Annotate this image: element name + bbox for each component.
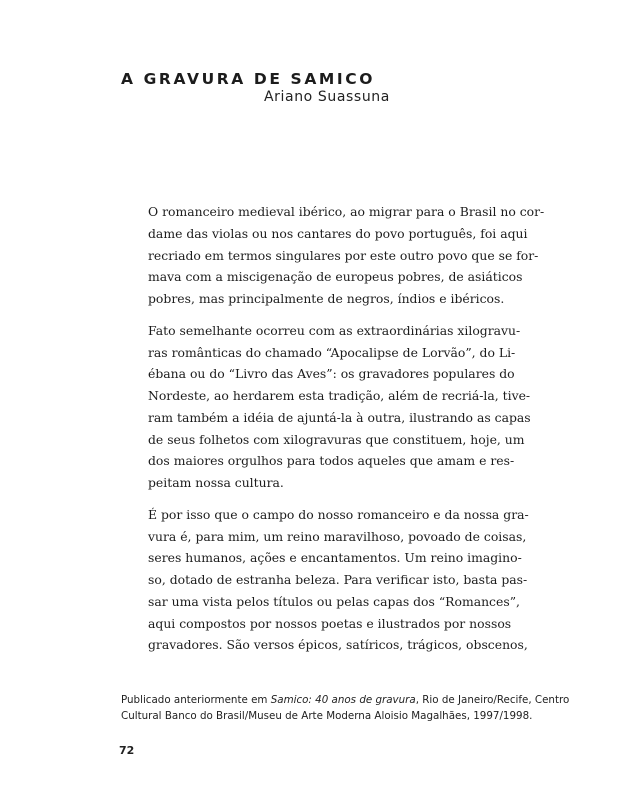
text-line: aqui compostos por nossos poetas e ilustrados por nossos	[148, 615, 512, 631]
paragraph-1	[148, 201, 545, 310]
text-line: Nordeste, ao herdarem esta tradição, além de recriá-la, tive-	[148, 388, 531, 403]
text-line: mava com a miscigenação de europeus pobres, de asiáticos	[148, 269, 523, 285]
text-line: gravadores. São versos épicos, satíricos, trágicos, obscenos,	[148, 637, 528, 653]
text-line: ras românticas do chamado “Apocalipse de Lorvão”, do Li-	[148, 344, 516, 360]
text-line: peitam nossa cultura.	[148, 475, 284, 490]
text-line: vura é, para mim, um reino maravilhoso, povoado de coisas,	[148, 528, 527, 544]
text-line: Fato semelhante ocorreu com as extraordinárias xilogravu-	[148, 322, 521, 338]
text-line: sar uma vista pelos títulos ou pelas capas dos “Romances”,	[148, 593, 520, 609]
book-title-italic: Samico: 40 anos de gravura	[270, 694, 416, 706]
body-text	[148, 201, 545, 666]
footnote	[121, 692, 570, 724]
text-line: O romanceiro medieval ibérico, ao migrar para o Brasil no cor-	[148, 204, 545, 219]
footnote-line-1	[121, 692, 570, 708]
text-line: dos maiores orgulhos para todos aqueles que amam e res-	[148, 453, 515, 469]
text-line: so, dotado de estranha beleza. Para verificar isto, basta pas-	[148, 572, 528, 587]
footnote-suffix: , Rio de Janeiro/Recife, Centro	[415, 694, 570, 706]
author-name: Ariano Suassuna	[264, 89, 390, 105]
text-line: ébana ou do “Livro das Aves”: os gravadores populares do	[148, 366, 515, 382]
chapter-title: A GRAVURA DE SAMICO	[121, 70, 376, 88]
text-line: de seus folhetos com xilogravuras que constituem, hoje, um	[148, 431, 525, 447]
text-line: É por isso que o campo do nosso romanceiro e da nossa gra-	[148, 506, 529, 522]
footnote-line-2: Cultural Banco do Brasil/Museu de Arte Moderna Aloisio Magalhães, 1997/1998.	[121, 710, 533, 722]
page-number: 72	[119, 744, 135, 757]
text-line: pobres, mas principalmente de negros, índios e ibéricos.	[148, 291, 505, 306]
paragraph-3	[148, 504, 529, 656]
paragraph-2	[148, 320, 531, 494]
text-line: recriado em termos singulares por este outro povo que se for-	[148, 247, 539, 263]
text-line: seres humanos, ações e encantamentos. Um reino imagino-	[148, 550, 522, 566]
text-line: dame das violas ou nos cantares do povo português, foi aqui	[148, 225, 528, 241]
footnote-prefix: Publicado anteriormente em	[121, 694, 271, 706]
text-line: ram também a idéia de ajuntá-la à outra, ilustrando as capas	[148, 409, 531, 425]
